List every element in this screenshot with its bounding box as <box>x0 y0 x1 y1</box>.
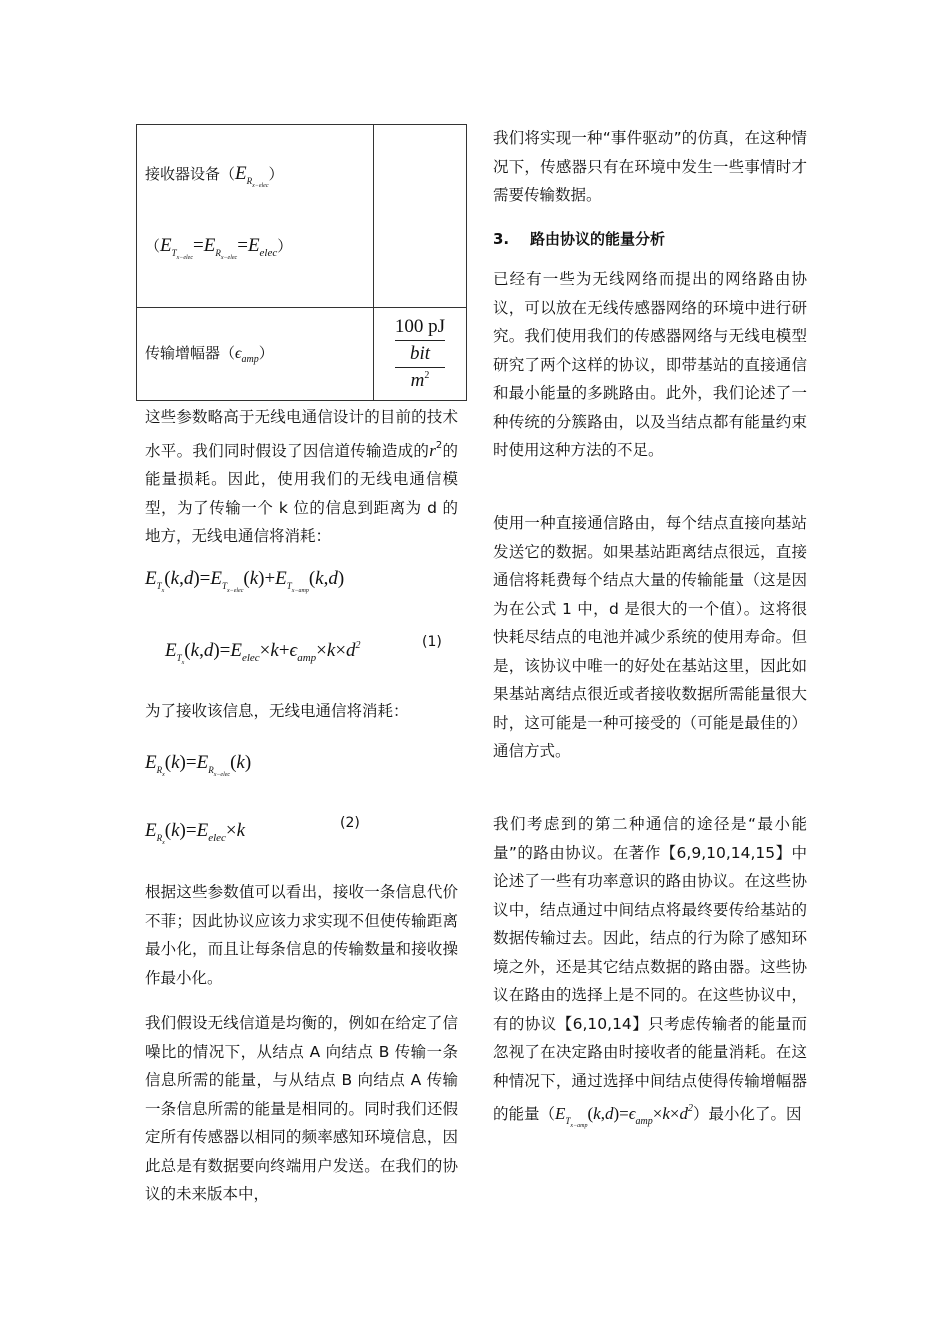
left-paragraph-4: 我们假设无线信道是均衡的，例如在给定了信噪比的情况下，从结点 A 向结点 B 传输一条信息所需的能量，与从结点 B 向结点 A 传输一条信息所需的能量是相同的。同时我们还假定所有传感器以相同的频率感知环境信息，因此总是有数据要向终端用户发送。在我们的协议的未来版本中， <box>145 1014 458 1203</box>
equation-2-number: (2) <box>340 815 360 831</box>
e-tx-amp-equation: $E_{T_{x-amp}}(k,d)=\epsilon_{amp}\times k\times d^2$ <box>555 1103 694 1129</box>
right-paragraph-1: 我们将实现一种“事件驱动”的仿真，在这种情况下，传感器只有在环境中发生一些事情时才需要传输数据。 <box>493 129 807 204</box>
receiver-cell <box>137 125 374 308</box>
equation-2: $E_{R_x}(k)=E_{elec}\times k$ <box>145 820 246 846</box>
parameter-table <box>136 124 467 401</box>
right-paragraph-2: 已经有一些为无线网络而提出的网络路由协议，可以放在无线传感器网络的环境中进行研究。我们使用我们的传感器网络与无线电模型研究了两个这样的协议，即带基站的直接通信和最小能量的多跳路由。此外，我们论述了一种传统的分簇路由，以及当结点都有能量约束时使用这种方法的不足。 <box>493 270 807 459</box>
amp-value-cell <box>373 308 466 401</box>
epsilon-amp-symbol: $\epsilon_{amp}$ <box>235 345 259 366</box>
amp-cell <box>137 308 374 401</box>
section-heading: 3. 路由协议的能量分析 <box>493 230 666 248</box>
equation-1: $E_{T_x}(k,d)=E_{elec}\times k+\epsilon_{amp}\times k\times d^2$ <box>165 640 361 666</box>
amp-label: 传输增幅器（ <box>145 344 236 363</box>
receiver-eq-close: ） <box>277 237 293 255</box>
amp-value-denominator: m <box>410 370 425 391</box>
left-paragraph-1: 这些参数略高于无线电通信设计的目前的技术水平。我们同时假设了因信道传输造成的$r^2$的能量损耗。因此，使用我们的无线电通信模型，为了传输一个 k 位的信息到距离为 d 的地方，无线电通信将消耗： <box>145 408 458 545</box>
elec-equality-equation: $E_{T_{x-elec}}=E_{R_{x-elec}}=E_{elec}$ <box>160 235 278 261</box>
amp-value-mid: bit <box>409 343 430 364</box>
right-paragraph-4: 我们考虑到的第二种通信的途径是“最小能量”的路由协议。在著作【6,9,10,14,15】中论述了一些有功率意识的路由协议。在这些协议中，结点通过中间结点将最终要传给基站的数据传输过去。因此，结点的行为除了感知环境之外，还是其它结点数据的路由器。这些协议在路由的选择上是不同的。在这些协议中，有的协议【6,10,14】只考虑传输者的能量而忽视了在决定路由时接收者的能量消耗。在这种情况下，通过选择中间结点使得传输增幅器的能量$(E_{T_{x-amp}}(k,d)=\epsilon_{amp}\times k\times d^2)$最小化了。因 <box>493 815 807 1129</box>
receiver-eq-open: （ <box>145 237 161 255</box>
receiver-label: 接收器设备（ <box>145 165 236 184</box>
amp-value-numerator: 100 pJ <box>394 316 446 337</box>
e-rx-elec-symbol: $E_{R_{x-elec}}$ <box>235 163 269 189</box>
receiver-close: ） <box>268 165 284 184</box>
amp-close: ） <box>258 344 274 363</box>
left-paragraph-3: 根据这些参数值可以看出，接收一条信息代价不菲；因此协议应该力求实现不但使传输距离最小化，而且让每条信息的传输数量和接收操作最小化。 <box>145 883 458 987</box>
equation-receive-total: $E_{R_x}(k)=E_{R_{x-elec}}(k)$ <box>145 752 252 778</box>
left-paragraph-2: 为了接收该信息，无线电通信将消耗： <box>145 702 409 720</box>
right-paragraph-3: 使用一种直接通信路由，每个结点直接向基站发送它的数据。如果基站距离结点很远，直接通信将耗费每个结点大量的传输能量（这是因为在公式 1 中，d 是很大的一个值）。这将很快耗尽结点的电池并减少系统的使用寿命。但是，该协议中唯一的好处在基站这里，因此如果基站离结点很近或者接收数据所需能量很大时，这可能是一种可接受的（可能是最佳的）通信方式。 <box>493 514 807 760</box>
equation-transmit-total: $E_{T_x}(k,d)=E_{T_{x-elec}}(k)+E_{T_{x-amp}}(k,d)$ <box>145 568 345 594</box>
receiver-value-cell <box>373 125 466 308</box>
equation-1-number: (1) <box>422 634 442 650</box>
amp-value-fraction: 100 pJ bit $m^2$ <box>394 316 446 391</box>
